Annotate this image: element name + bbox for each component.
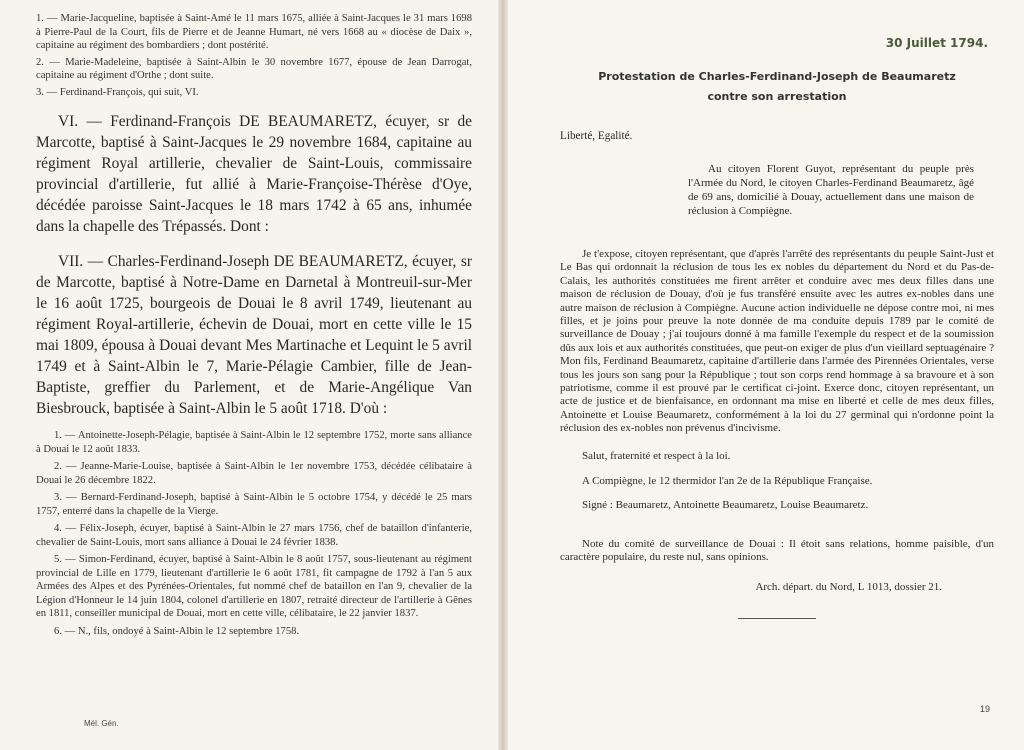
section-vi bbox=[36, 111, 472, 237]
entry-item: 3. — Ferdinand-François, qui suit, VI. bbox=[36, 86, 199, 98]
top-entries bbox=[36, 12, 472, 99]
left-page bbox=[0, 0, 498, 750]
document-title bbox=[560, 68, 994, 106]
page-gutter bbox=[498, 0, 508, 750]
address-text: Au citoyen Florent Guyot, représentant du peuple près l'Armée du Nord, le citoyen Charles-Ferdinand Beaumaretz, âgé de 69 ans, domicilié à Douay, actuellement dans une maison de réclusion à Compiègne. bbox=[688, 163, 974, 217]
salutation: Salut, fraternité et respect à la loi. bbox=[582, 449, 731, 462]
body-paragraph: Je t'expose, citoyen représentant, que d'après l'arrêté des représentants du peuple Saint-Just et Le Bas qui ordonnait la réclusion de tous les ex nobles du département du Nord et du Pas-de-Calais, les authorités constituées me firent arrêter et conduire avec mes deux filles dans une maison de réclusion de Douay, d'où je fus transféré ensuite avec les autres ex-nobles dans une autre maison de réclusion à Compiègne. Aucune action individuelle ne dépose contre moi, ni mes filles, et je joins pour preuve la note donnée de ma conduite depuis 1789 par le comité de surveillance de Douay ; j'ai toujours donné à ma famille l'exemple du respect et de la soumission dûs aux lois et aux authorités constituées, que peut-on exiger de plus d'un vieillard septuagénaire ? Mon fils, Ferdinand Beaumaretz, capitaine d'artillerie dans l'armée des Pirennées Orientales, verse tous les jours son sang pour la République ; tout son corps rend hommage à sa bravoure et à son patriotisme, comme il est prouvé par le certificat ci-joint. Exerce donc, citoyen représentant, un acte de justice et de bienfaisance, en ordonnant ma mise en liberté et celle de mes deux filles, Antoinette et Louise Beaumaretz, conformément à la loi du 27 germinal qui n'ordonne point la réclusion des ex-nobles non prévenus d'incivisme. bbox=[560, 248, 994, 435]
committee-note: Note du comité de surveillance de Douai : Il étoit sans relations, homme paisible, d'un caractère populaire, du reste nul, sans opinions. bbox=[560, 537, 994, 564]
place-date: A Compiègne, le 12 thermidor l'an 2e de la République Française. bbox=[582, 475, 873, 488]
page-number: 19 bbox=[979, 704, 990, 714]
child-entry: 6. — N., fils, ondoyé à Saint-Albin le 12 septembre 1758. bbox=[54, 625, 300, 637]
child-entry: 2. — Jeanne-Marie-Louise, baptisée à Saint-Albin le 1er novembre 1753, décédée célibataire à Douai le 26 décembre 1822. bbox=[36, 461, 472, 486]
right-page bbox=[508, 0, 1024, 750]
child-entry: 1. — Antoinette-Joseph-Pélagie, baptisée à Saint-Albin le 12 septembre 1752, morte sans alliance à Douai le 12 août 1833. bbox=[36, 430, 472, 455]
entry-item: 2. — Marie-Madeleine, baptisée à Saint-Albin le 30 novembre 1677, épouse de Jean Darrogat, capitaine au régiment d'Orthe ; dont suite. bbox=[36, 56, 472, 81]
document-date: 30 Juillet 1794. bbox=[885, 36, 988, 50]
title-line-1: Protestation de Charles-Ferdinand-Joseph de Beaumaretz bbox=[598, 70, 956, 83]
section-vii bbox=[36, 251, 472, 419]
motto: Liberté, Egalité. bbox=[560, 130, 633, 142]
footer-label: Mél. Gén. bbox=[84, 719, 119, 728]
title-line-2: contre son arrestation bbox=[707, 90, 847, 103]
section-vi-text: VI. — Ferdinand-François DE BEAUMARETZ, écuyer, sr de Marcotte, baptisé à Saint-Jacques le 29 novembre 1684, capitaine au régiment Royal artillerie, chevalier de Saint-Louis, commissaire provincial d'artillerie, fut allié à Marie-Françoise-Thérèse d'Oye, décédée paroisse Saint-Jacques le 18 mars 1742 à 65 ans, inhumée dans la chapelle des Trépassés. Dont : bbox=[36, 113, 472, 235]
archive-source: Arch. départ. du Nord, L 1013, dossier 21. bbox=[755, 580, 942, 593]
entry-item: 1. — Marie-Jacqueline, baptisée à Saint-Amé le 11 mars 1675, alliée à Saint-Jacques le 31 mars 1698 à Pierre-Paul de la Court, fils de Pierre et de Jeanne Humart, né vers 1668 au « diocèse de Daix », capitaine au régiment des bombardiers ; dont postérité. bbox=[36, 13, 472, 51]
child-entry: 5. — Simon-Ferdinand, écuyer, baptisé à Saint-Albin le 8 août 1757, sous-lieutenant au régiment provincial de Lille en 1779, lieutenant d'artillerie le 6 août 1781, fit campagne de 1792 à l'an 5 aux Armées des Alpes et des Pyrénées-Orientales, fut nommé chef de bataillon en l'an 9, chevalier de la Légion d'Honneur le 14 juin 1804, colonel d'artillerie en 1807, retraité directeur de l'artillerie à Gênes en 1811, conseiller municipal de Douai, mort en cette ville, célibataire, le 22 janvier 1837. bbox=[36, 554, 472, 619]
closing-rule bbox=[738, 618, 816, 619]
letter-body bbox=[560, 248, 994, 619]
child-entry: 3. — Bernard-Ferdinand-Joseph, baptisé à Saint-Albin le 5 octobre 1754, y décédé le 25 mars 1757, enterré dans la chapelle de la Vierge. bbox=[36, 492, 472, 517]
child-entry: 4. — Félix-Joseph, écuyer, baptisé à Saint-Albin le 27 mars 1756, chef de bataillon d'infanterie, chevalier de Saint-Louis, mort sans alliance à Douai le 24 février 1838. bbox=[36, 523, 472, 548]
signatures: Signé : Beaumaretz, Antoinette Beaumaretz, Louise Beaumaretz. bbox=[582, 498, 869, 511]
children-list bbox=[36, 429, 472, 638]
section-vii-text: VII. — Charles-Ferdinand-Joseph DE BEAUMARETZ, écuyer, sr de Marcotte, baptisé à Notre-Dame en Darnetal à Montreuil-sur-Mer le 16 août 1725, bourgeois de Douai le 8 avril 1749, lieutenant au régiment Royal-artillerie, échevin de Douai, mort en cette ville le 15 mai 1809, épousa à Douai devant Mes Martinache et Lequint le 5 avril 1749 et à Saint-Albin le 7, Marie-Pélagie Cambier, fille de Jean-Baptiste, greffier du Parlement, et de Marie-Angélique Van Biesbrouck, baptisée à Saint-Albin le 5 août 1718. D'où : bbox=[36, 253, 472, 417]
address-block bbox=[688, 162, 974, 218]
